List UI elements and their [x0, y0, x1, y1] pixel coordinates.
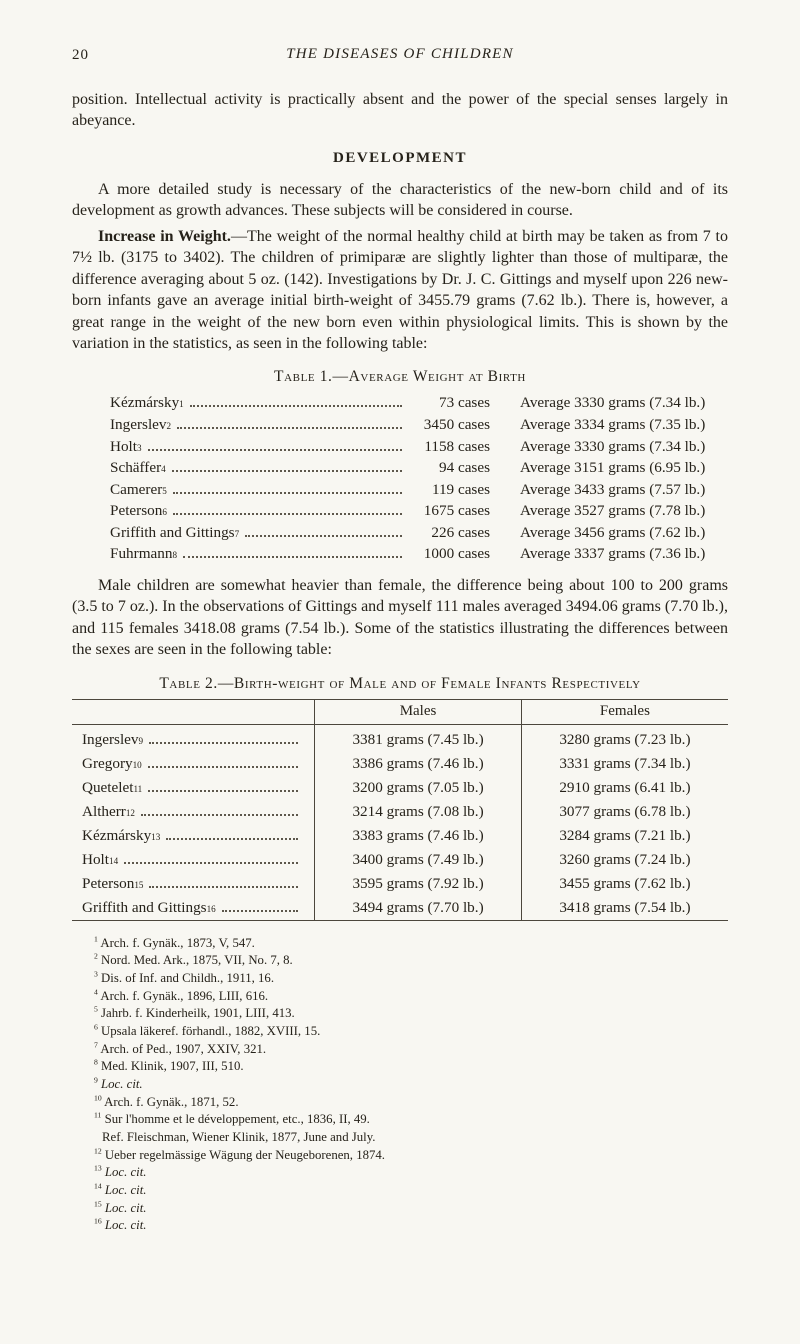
footnote-number: 4 [94, 987, 98, 997]
average-weight: Average 3337 grams (7.36 lb.) [520, 545, 706, 563]
column-header-females: Females [521, 699, 728, 724]
footnote-text: Loc. cit. [104, 1165, 147, 1180]
source-name: Peterson [110, 502, 163, 520]
footnote-text: Med. Klinik, 1907, III, 510. [101, 1059, 244, 1074]
footnote-number: 14 [94, 1181, 102, 1191]
male-weight: 3595 grams (7.92 lb.) [315, 872, 522, 896]
source-cell: Holt 3 [110, 436, 408, 458]
table-row [110, 500, 720, 522]
footnote [72, 1005, 728, 1023]
average-weight: Average 3334 grams (7.35 lb.) [520, 415, 706, 433]
source-cell: Camerer 5 [110, 479, 408, 501]
table1-caption: Table 1.—Average Weight at Birth [274, 368, 526, 386]
paragraph-development: A more detailed study is necessary of the characteristics of the new-born child and of its development as growth advances. These subjects will be considered in course. [72, 180, 728, 220]
footnote-number: 5 [94, 1005, 98, 1015]
female-weight: 3418 grams (7.54 lb.) [521, 896, 728, 921]
footnote-text: Nord. Med. Ark., 1875, VII, No. 7, 8. [101, 953, 293, 968]
footnote [72, 1058, 728, 1076]
source-cell: Kézmársky 1 [110, 392, 408, 414]
male-weight: 3494 grams (7.70 lb.) [315, 896, 522, 921]
average-weight: Average 3330 grams (7.34 lb.) [520, 437, 706, 455]
footnote-text: Arch. f. Gynäk., 1873, V, 547. [100, 935, 255, 950]
footnote-text: Jahrb. f. Kinderheilk, 1901, LIII, 413. [101, 1006, 295, 1021]
table-row [72, 848, 728, 872]
section-heading-development: DEVELOPMENT [332, 149, 467, 166]
increase-in-weight-lead: Increase in Weight. [98, 227, 231, 245]
footnote [72, 1094, 728, 1112]
page-header [72, 46, 728, 63]
source-name: Griffith and Gittings [110, 523, 235, 541]
footnote [72, 1023, 728, 1041]
table2 [72, 699, 728, 921]
source-cell: Peterson 6 [110, 500, 408, 522]
footnote-number: 3 [94, 969, 98, 979]
table-row [110, 543, 720, 565]
source-name: Holt [110, 437, 138, 455]
table-row [110, 522, 720, 544]
source-name: Ingerslev [82, 730, 139, 748]
dot-leader [173, 492, 402, 494]
table2-corner-cell [72, 699, 315, 724]
cases-count: 226 cases [431, 523, 490, 541]
source-cell: Ingerslev 2 [110, 414, 408, 436]
dot-leader [148, 449, 402, 451]
paragraph-increase-in-weight [72, 226, 728, 355]
table-row [110, 414, 720, 436]
female-weight: 3280 grams (7.23 lb.) [521, 724, 728, 752]
source-name: Quetelet [82, 778, 134, 796]
footnote [72, 1217, 728, 1235]
running-title: THE DISEASES OF CHILDREN [286, 46, 514, 62]
cases-count: 1000 cases [423, 545, 490, 563]
source-cell: Schäffer 4 [110, 457, 408, 479]
source-name: Gregory [82, 754, 133, 772]
footnote-text: Arch. f. Gynäk., 1896, LIII, 616. [100, 988, 269, 1003]
footnote [72, 1111, 728, 1129]
female-weight: 3077 grams (6.78 lb.) [521, 800, 728, 824]
cases-count: 3450 cases [423, 415, 490, 433]
cases-count: 1158 cases [424, 437, 490, 455]
footnote-number: 16 [94, 1216, 102, 1226]
table-row [110, 479, 720, 501]
footnote-number: 11 [94, 1111, 102, 1121]
table2-caption: Table 2.—Birth-weight of Male and of Female Infants Respectively [159, 674, 641, 692]
footnote-text: Upsala läkeref. förhandl., 1882, XVIII, 15. [101, 1024, 321, 1039]
footnote-text: Arch. of Ped., 1907, XXIV, 321. [100, 1041, 267, 1056]
source-cell: Griffith and Gittings 7 [110, 522, 408, 544]
footnote-text: Loc. cit. [104, 1218, 147, 1233]
dot-leader [173, 513, 402, 515]
source-cell: Quetelet 11 [72, 776, 315, 800]
table2-header-row [72, 699, 728, 724]
dot-leader [149, 886, 298, 888]
footnote-number: 7 [94, 1040, 98, 1050]
column-header-males: Males [315, 699, 522, 724]
dot-leader [148, 766, 299, 768]
source-cell: Peterson 15 [72, 872, 315, 896]
source-name: Peterson [82, 874, 135, 892]
table-row [72, 824, 728, 848]
table-row [110, 457, 720, 479]
female-weight: 2910 grams (6.41 lb.) [521, 776, 728, 800]
table-row [72, 896, 728, 921]
cases-count: 119 cases [431, 480, 490, 498]
footnote [72, 988, 728, 1006]
source-name: Altherr [82, 802, 126, 820]
table-row [72, 800, 728, 824]
source-cell: Ingerslev 9 [72, 724, 315, 752]
footnote-number: 13 [94, 1164, 102, 1174]
footnote-text: Ueber regelmässige Wägung der Neugeborenen, 1874. [104, 1147, 386, 1162]
table-row [72, 724, 728, 752]
source-cell: Griffith and Gittings 16 [72, 896, 315, 921]
source-name: Ingerslev [110, 415, 167, 433]
table-row [110, 436, 720, 458]
source-name: Griffith and Gittings [82, 898, 207, 916]
footnote [72, 1147, 728, 1165]
paragraph-sex-differences: Male children are somewhat heavier than female, the difference being about 100 to 200 grams (3.5 to 7 oz.). In the observations of Gittings and myself 111 males averaged 3494.06 grams (7.70 lb.), and 115 females 3418.08 grams (7.54 lb.). Some of the statistics illustrating the differences between the sexes are seen in the following table: [72, 577, 728, 659]
footnote-number: 8 [94, 1058, 98, 1068]
footnote-text: Loc. cit. [104, 1182, 147, 1197]
dot-leader [177, 427, 402, 429]
dot-leader [245, 535, 402, 537]
footnote-text: Sur l'homme et le développement, etc., 1836, II, 49. [104, 1112, 370, 1127]
average-weight: Average 3456 grams (7.62 lb.) [520, 523, 706, 541]
footnote [72, 1041, 728, 1059]
footnote [72, 970, 728, 988]
dot-leader [149, 742, 298, 744]
footnotes [72, 935, 728, 1235]
source-cell: Altherr 12 [72, 800, 315, 824]
cases-count: 1675 cases [423, 502, 490, 520]
source-name: Schäffer [110, 459, 162, 477]
male-weight: 3381 grams (7.45 lb.) [315, 724, 522, 752]
male-weight: 3200 grams (7.05 lb.) [315, 776, 522, 800]
female-weight: 3331 grams (7.34 lb.) [521, 752, 728, 776]
footnote-number: 10 [94, 1093, 102, 1103]
footnote [72, 935, 728, 953]
footnote [72, 1182, 728, 1200]
dot-leader [148, 790, 298, 792]
footnote-number: 9 [94, 1075, 98, 1085]
source-cell: Kézmársky 13 [72, 824, 315, 848]
source-cell: Gregory 10 [72, 752, 315, 776]
source-name: Kézmársky [110, 394, 180, 412]
dot-leader [141, 814, 298, 816]
increase-in-weight-text: —The weight of the normal healthy child at birth may be taken as from 7 to 7½ lb. (3175 to 3402). The children of primiparæ are slightly lighter than those of multiparæ, the difference averaging about 5 oz. (142). Investigations by Dr. J. C. Gittings and myself upon 226 new-born infants gave an average initial birth-weight of 3455.79 grams (7.62 lb.). There is, however, a great range in the weight of the new born even within physiological limits. This is shown by the variation in the statistics, as seen in the following table: [72, 227, 728, 352]
source-cell: Holt 14 [72, 848, 315, 872]
footnote [72, 1200, 728, 1218]
male-weight: 3386 grams (7.46 lb.) [315, 752, 522, 776]
footnote-number: 1 [94, 934, 98, 944]
footnote-text: Loc. cit. [101, 1077, 143, 1091]
female-weight: 3455 grams (7.62 lb.) [521, 872, 728, 896]
source-name: Camerer [110, 480, 163, 498]
dot-leader [183, 556, 402, 558]
page-number: 20 [72, 47, 89, 63]
male-weight: 3383 grams (7.46 lb.) [315, 824, 522, 848]
female-weight: 3260 grams (7.24 lb.) [521, 848, 728, 872]
average-weight: Average 3433 grams (7.57 lb.) [520, 480, 706, 498]
footnote-text: Loc. cit. [104, 1200, 147, 1215]
footnote-text: Arch. f. Gynäk., 1871, 52. [104, 1094, 239, 1109]
source-cell: Fuhrmann 8 [110, 543, 408, 565]
dot-leader [124, 862, 298, 864]
source-name: Kézmársky [82, 826, 152, 844]
dot-leader [222, 910, 299, 912]
source-name: Fuhrmann [110, 545, 173, 563]
paragraph-continuation: position. Intellectual activity is practically absent and the power of the special senses largely in abeyance. [72, 91, 728, 130]
cases-count: 94 cases [438, 459, 490, 477]
dot-leader [172, 470, 402, 472]
male-weight: 3400 grams (7.49 lb.) [315, 848, 522, 872]
average-weight: Average 3330 grams (7.34 lb.) [520, 394, 706, 412]
footnote-number: 15 [94, 1199, 102, 1209]
footnote [72, 952, 728, 970]
average-weight: Average 3151 grams (6.95 lb.) [520, 459, 706, 477]
male-weight: 3214 grams (7.08 lb.) [315, 800, 522, 824]
table-row [72, 752, 728, 776]
dot-leader [190, 405, 402, 407]
footnote-number: 6 [94, 1022, 98, 1032]
source-name: Holt [82, 850, 110, 868]
female-weight: 3284 grams (7.21 lb.) [521, 824, 728, 848]
footnote-number: 2 [94, 952, 98, 962]
table1 [110, 392, 720, 565]
footnote-continuation: Ref. Fleischman, Wiener Klinik, 1877, June and July. [102, 1129, 376, 1144]
cases-count: 73 cases [438, 394, 490, 412]
dot-leader [166, 838, 298, 840]
footnote [72, 1076, 728, 1094]
average-weight: Average 3527 grams (7.78 lb.) [520, 502, 706, 520]
footnote-number: 12 [94, 1146, 102, 1156]
table-row [72, 872, 728, 896]
footnote [72, 1164, 728, 1182]
table-row [110, 392, 720, 414]
table-row [72, 776, 728, 800]
footnote-text: Dis. of Inf. and Childh., 1911, 16. [101, 971, 275, 986]
